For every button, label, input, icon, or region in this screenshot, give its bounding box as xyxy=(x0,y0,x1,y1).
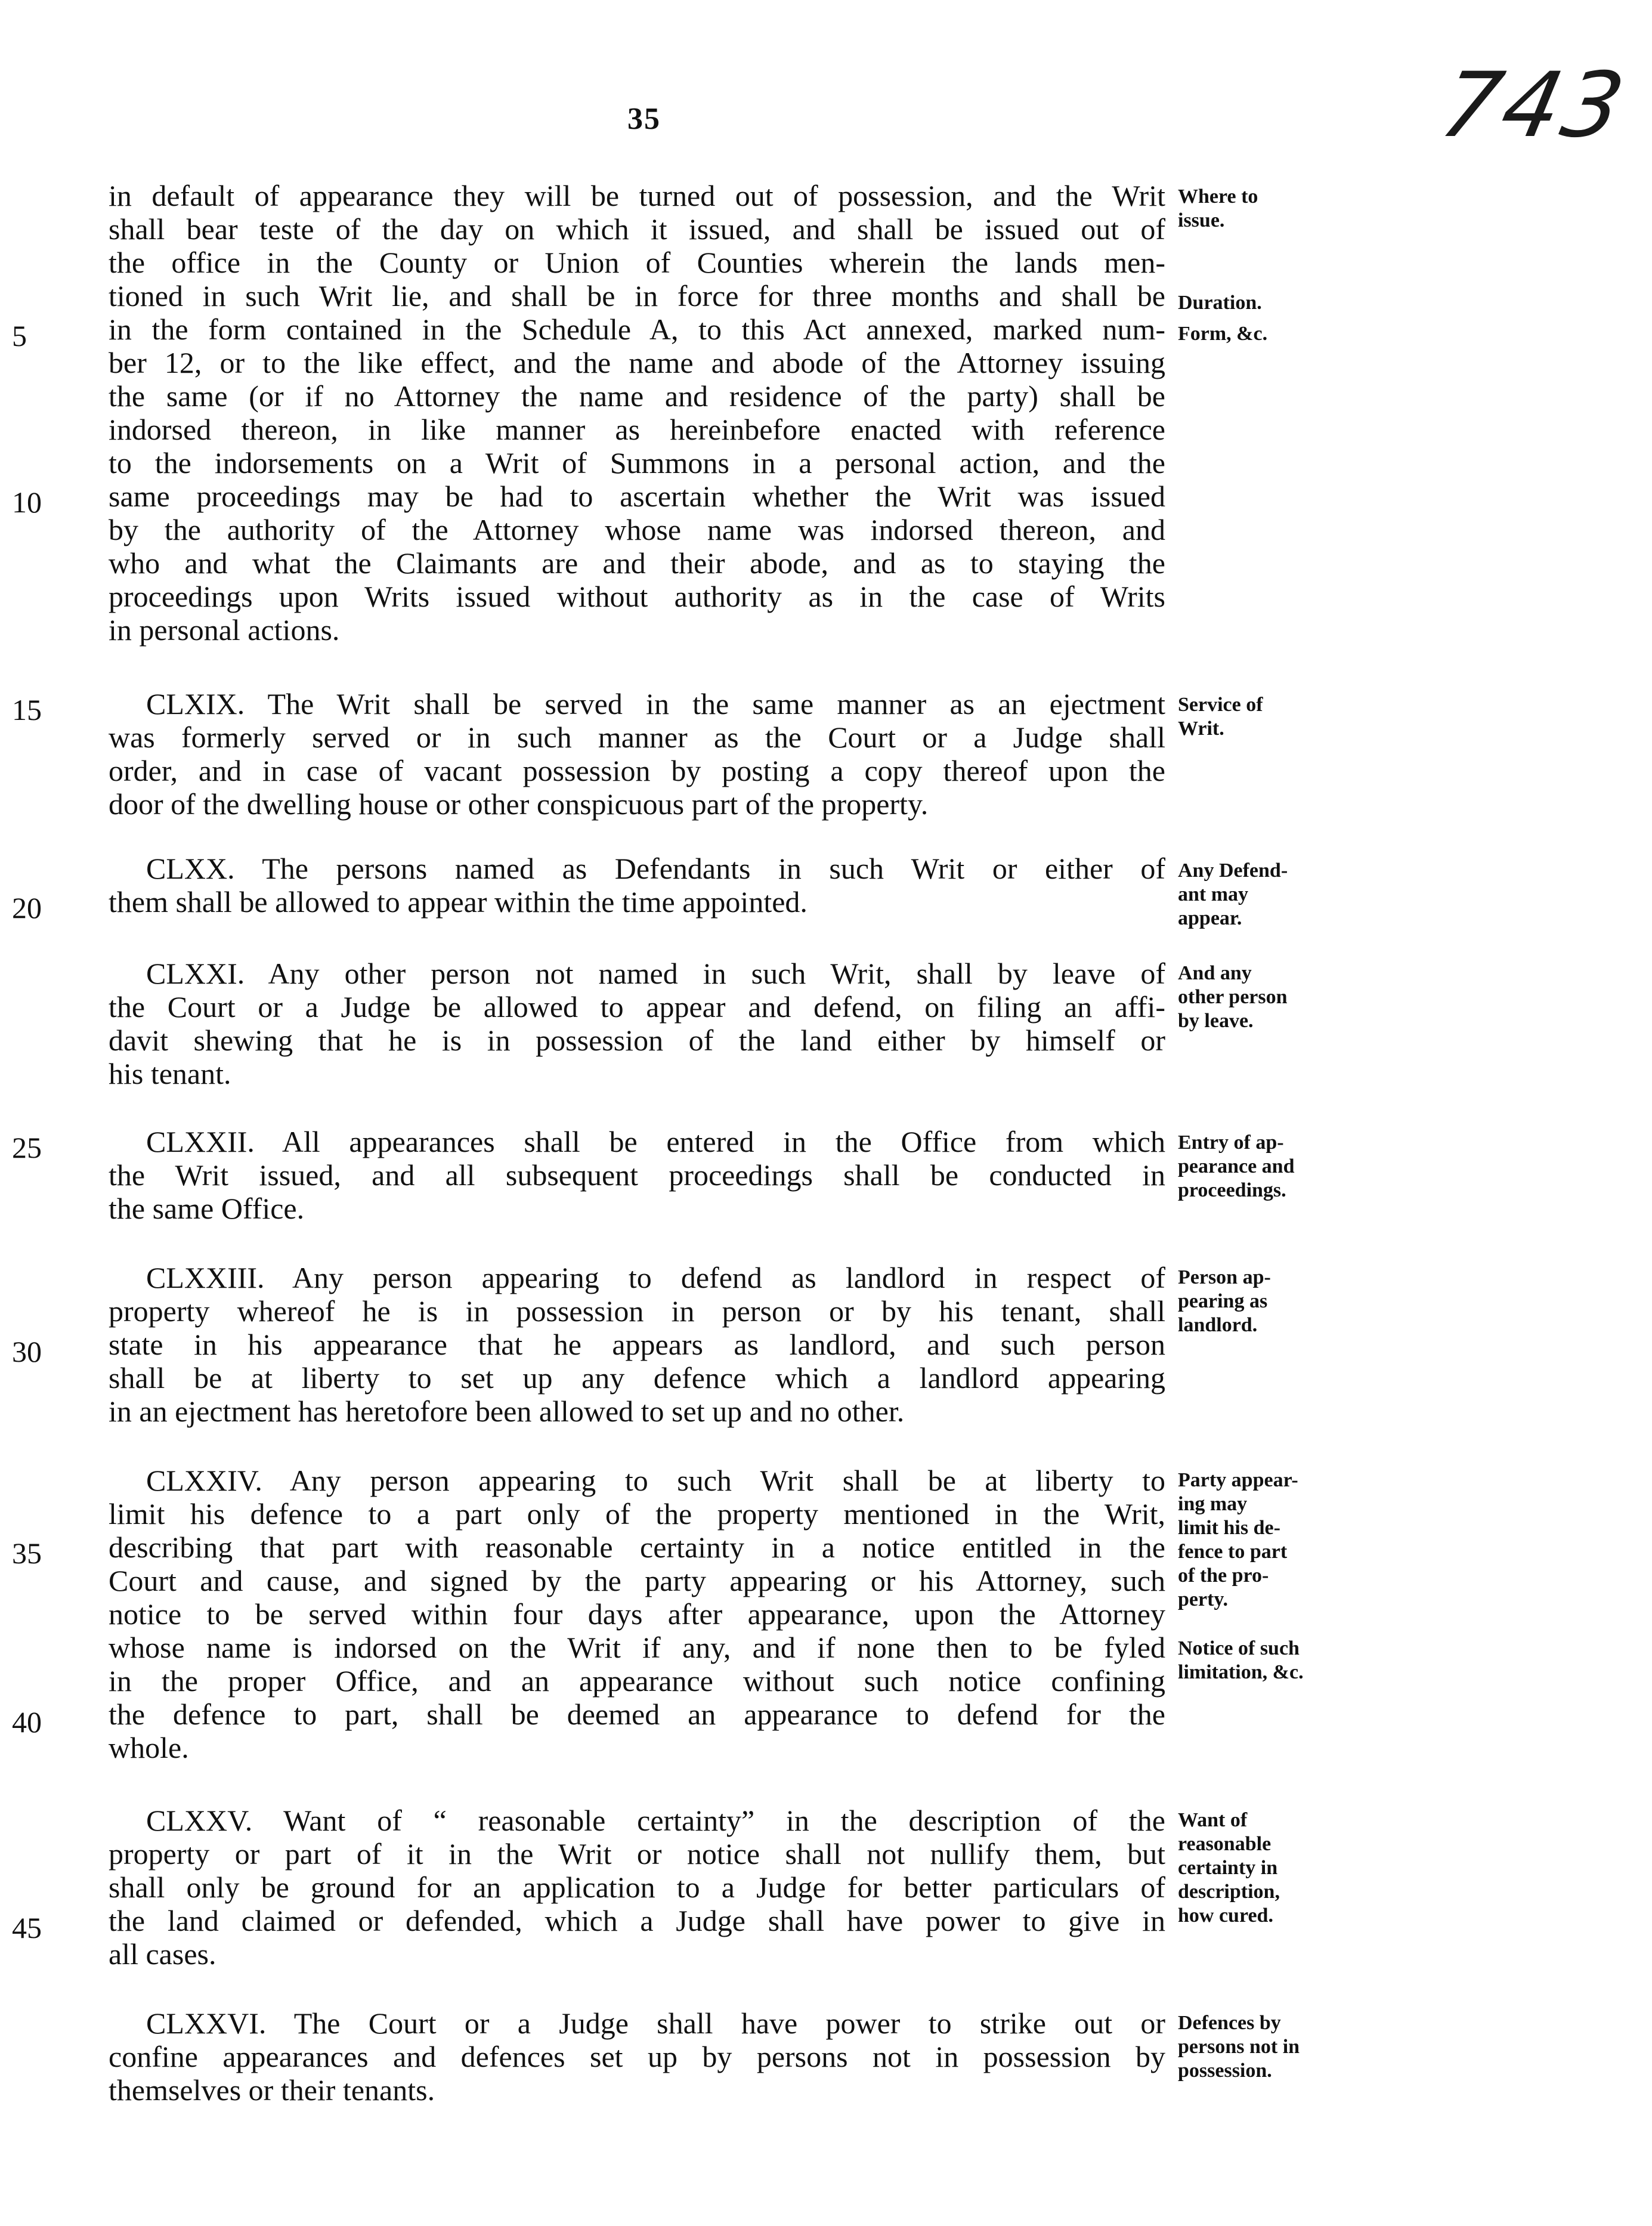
line-number: 15 xyxy=(12,693,42,726)
text-line: property or part of it in the Writ or notice shall not nullify them, but xyxy=(109,1837,1165,1871)
text-line: in the form contained in the Schedule A, to this Act annexed, marked num- xyxy=(109,313,1165,346)
text-line: CLXXIV. Any person appearing to such Writ shall be at liberty to xyxy=(146,1464,1165,1497)
text-line: shall bear teste of the day on which it issued, and shall be issued out of xyxy=(109,212,1165,246)
text-line: the same Office. xyxy=(109,1192,305,1225)
text-line: property whereof he is in possession in person or by his tenant, shall xyxy=(109,1294,1165,1328)
text-line: state in his appearance that he appears as landlord, and such person xyxy=(109,1328,1165,1361)
line-number: 35 xyxy=(12,1536,42,1570)
text-line: notice to be served within four days after appearance, upon the Attorney xyxy=(109,1597,1165,1631)
margin-note-any-defendant: Any Defend- ant may appear. xyxy=(1178,860,1288,929)
margin-note-want-of-certainty: Want of reasonable certainty in description, how cured. xyxy=(1178,1809,1280,1927)
text-line: in default of appearance they will be turned out of possession, and the Writ xyxy=(109,179,1165,212)
text-line: CLXXI. Any other person not named in such Writ, shall by leave of xyxy=(146,957,1165,990)
text-line: describing that part with reasonable certainty in a notice entitled in the xyxy=(109,1531,1165,1564)
text-line: CLXXVI. The Court or a Judge shall have power to strike out or xyxy=(146,2007,1165,2040)
text-line: all cases. xyxy=(109,1937,216,1971)
text-line: tioned in such Writ lie, and shall be in force for three months and shall be xyxy=(109,279,1165,313)
text-line: confine appearances and defences set up by persons not in possession by xyxy=(109,2040,1165,2073)
text-line: ber 12, or to the like effect, and the name and abode of the Attorney issuing xyxy=(109,346,1165,379)
line-number: 10 xyxy=(12,486,42,519)
text-line: the defence to part, shall be deemed an appearance to defend for the xyxy=(109,1698,1165,1731)
line-number: 25 xyxy=(12,1131,42,1164)
text-line: the office in the County or Union of Counties wherein the lands men- xyxy=(109,246,1165,279)
text-line: order, and in case of vacant possession by posting a copy thereof upon the xyxy=(109,754,1165,787)
text-line: the same (or if no Attorney the name and residence of the party) shall be xyxy=(109,379,1165,413)
text-line: themselves or their tenants. xyxy=(109,2073,435,2107)
text-line: same proceedings may be had to ascertain whether the Writ was issued xyxy=(109,480,1165,513)
text-line: CLXXIII. Any person appearing to defend as landlord in respect of xyxy=(146,1261,1165,1294)
text-line: his tenant. xyxy=(109,1057,231,1090)
text-line: was formerly served or in such manner as the Court or a Judge shall xyxy=(109,721,1165,754)
margin-note-notice-of-limitation: Notice of such limitation, &c. xyxy=(1178,1637,1304,1683)
text-line: shall only be ground for an application to a Judge for better particulars of xyxy=(109,1871,1165,1904)
text-line: to the indorsements on a Writ of Summons in a personal action, and the xyxy=(109,446,1165,480)
text-line: CLXXV. Want of “ reasonable certainty” in the description of the xyxy=(146,1804,1165,1837)
text-line: CLXX. The persons named as Defendants in such Writ or either of xyxy=(146,852,1165,885)
text-line: davit shewing that he is in possession of the land either by himself or xyxy=(109,1024,1165,1057)
margin-note-where-to-issue: Where to issue. xyxy=(1178,186,1258,231)
text-line: whose name is indorsed on the Writ if any, and if none then to be fyled xyxy=(109,1631,1165,1664)
margin-note-entry-of-appearance: Entry of ap- pearance and proceedings. xyxy=(1178,1131,1295,1201)
text-line: door of the dwelling house or other conspicuous part of the property. xyxy=(109,787,929,821)
text-line: by the authority of the Attorney whose name was indorsed thereon, and xyxy=(109,513,1165,546)
text-line: them shall be allowed to appear within the time appointed. xyxy=(109,885,808,919)
text-line: CLXIX. The Writ shall be served in the same manner as an ejectment xyxy=(146,687,1165,721)
text-line: who and what the Claimants are and their abode, and as to staying the xyxy=(109,546,1165,580)
margin-note-service-of-writ: Service of Writ. xyxy=(1178,694,1263,740)
text-line: whole. xyxy=(109,1731,189,1764)
text-line: shall be at liberty to set up any defence which a landlord appearing xyxy=(109,1361,1165,1395)
text-line: in an ejectment has heretofore been allowed to set up and no other. xyxy=(109,1395,905,1428)
text-line: the land claimed or defended, which a Judge shall have power to give in xyxy=(109,1904,1165,1937)
margin-note-party-appearing: Party appear- ing may limit his de- fence to part of the pro- perty. xyxy=(1178,1469,1298,1610)
text-line: proceedings upon Writs issued without authority as in the case of Writs xyxy=(109,580,1165,613)
page-number: 35 xyxy=(627,102,661,136)
margin-note-landlord: Person ap- pearing as landlord. xyxy=(1178,1266,1271,1336)
text-line: limit his defence to a part only of the property mentioned in the Writ, xyxy=(109,1497,1165,1531)
text-line: the Court or a Judge be allowed to appear and defend, on filing an affi- xyxy=(109,990,1165,1024)
text-line: indorsed thereon, in like manner as hereinbefore enacted with reference xyxy=(109,413,1165,446)
text-line: in personal actions. xyxy=(109,613,340,647)
margin-note-duration: Duration. xyxy=(1178,292,1262,314)
line-number: 20 xyxy=(12,891,42,925)
line-number: 30 xyxy=(12,1335,42,1368)
line-number: 40 xyxy=(12,1705,42,1739)
line-number: 45 xyxy=(12,1911,42,1944)
text-line: the Writ issued, and all subsequent proceedings shall be conducted in xyxy=(109,1158,1165,1192)
margin-note-defences-by-persons: Defences by persons not in possession. xyxy=(1178,2012,1300,2082)
margin-note-form: Form, &c. xyxy=(1178,323,1268,345)
handwritten-folio-number: 743 xyxy=(1432,54,1636,157)
text-line: Court and cause, and signed by the party appearing or his Attorney, such xyxy=(109,1564,1165,1597)
line-number: 5 xyxy=(12,319,27,353)
text-line: CLXXII. All appearances shall be entered in the Office from which xyxy=(146,1125,1165,1158)
margin-note-other-person: And any other person by leave. xyxy=(1178,962,1288,1032)
text-line: in the proper Office, and an appearance without such notice confining xyxy=(109,1664,1165,1698)
